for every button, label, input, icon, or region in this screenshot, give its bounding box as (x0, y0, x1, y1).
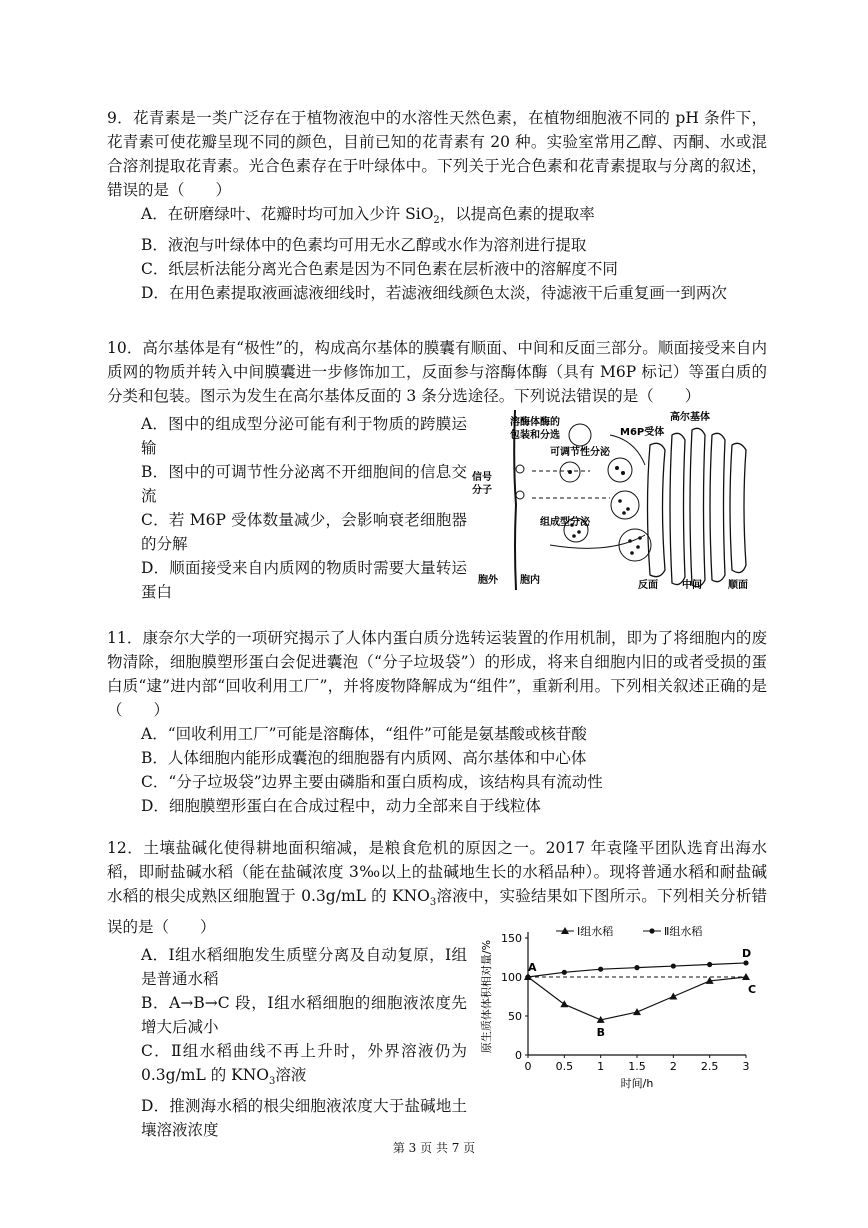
question-12-option-d: D．推测海水稻的根尖细胞液浓度大于盐碱地土壤溶液浓度 (141, 1097, 467, 1140)
legend-label-2: Ⅱ组水稻 (664, 925, 703, 938)
label-trans-face: 反面 (638, 580, 658, 591)
y-tick-label: 0 (515, 1049, 522, 1062)
label-m6p-receptor: M6P受体 (620, 427, 665, 438)
series-2-point (562, 970, 567, 975)
x-tick-label: 0 (524, 1060, 532, 1073)
golgi-cisterna-cis (730, 443, 746, 572)
question-11 (107, 626, 767, 818)
golgi-cisterna-medial (690, 428, 705, 586)
question-9-option-c: C．纸层析法能分离光合色素是因为不同色素在层析液中的溶解度不同 (141, 260, 618, 279)
legend-label-1: Ⅰ组水稻 (577, 925, 614, 938)
series-1-point (742, 973, 750, 980)
page-footer: 第 3 页 共 7 页 (392, 1141, 476, 1155)
question-11-stem: 11．康奈尔大学的一项研究揭示了人体内蛋白质分选转运装置的作用机制，即为了将细胞内的废物清除，细胞膜塑形蛋白会促进囊泡（“分子垃圾袋”）的形成，将来自细胞内旧的或者受损的蛋白质“逮”进内部“回收利用工厂”，并将废物降解成为“组件”，重新利用。下列相关叙述正确的是（ ） (107, 629, 767, 719)
point-label-d: D (742, 946, 752, 960)
series-1-point (633, 1008, 641, 1015)
question-12-option-c: C．Ⅱ组水稻曲线不再上升时，外界溶液仍为 0.3g/mL 的 $KNO_3$溶液 (141, 1042, 467, 1088)
x-tick-label: 0.5 (555, 1060, 574, 1073)
question-12-option-a: A．Ⅰ组水稻细胞发生质壁分离及自动复原，Ⅰ组是普通水稻 (141, 946, 467, 989)
question-11-option-a: A．“回收利用工厂”可能是溶酶体，“组件”可能是氨基酸或核苷酸 (141, 725, 587, 743)
point-label-b: B (596, 1025, 606, 1039)
signal-receptor (516, 465, 524, 473)
question-10-stem: 10．高尔基体是有“极性”的，构成高尔基体的膜囊有顺面、中间和反面三部分。顺面接受来自内质网的物质并转入中间膜囊进一步修饰加工，反面参与溶酶体酶（具有 M6P 标记）等蛋白质的分类和包装。图示为发生在高尔基体反面的 3 条分选途径。下列说法错误的是（ ） (107, 339, 767, 405)
vesicle (569, 424, 591, 446)
series-2-point (598, 967, 603, 972)
question-12-option-b: B．A→B→C 段，Ⅰ组水稻细胞的细胞液浓度先增大后减小 (141, 994, 467, 1037)
golgi-cisterna (670, 433, 685, 584)
series-2-point (525, 974, 530, 979)
label-molecule: 分子 (472, 485, 492, 496)
label-intracellular: 胞内 (520, 575, 540, 586)
vesicle (619, 529, 651, 561)
y-tick-label: 50 (508, 1010, 522, 1023)
question-10-option-d: D．顺面接受来自内质网的物质时需要大量转运蛋白 (141, 559, 467, 601)
x-tick-label: 2.5 (700, 1060, 719, 1073)
golgi-cisterna-trans (648, 443, 666, 576)
question-10-option-a: A．图中的组成型分泌可能有利于物质的跨膜运输 (141, 415, 467, 457)
series-1-point (669, 993, 677, 1000)
y-tick-label: 150 (501, 932, 522, 945)
x-tick-label: 2 (669, 1060, 677, 1073)
y-axis-label: 原生质体体积相对量/% (480, 939, 493, 1054)
question-11-option-c: C．“分子垃圾袋”边界主要由磷脂和蛋白质构成，该结构具有流动性 (141, 773, 603, 791)
question-10-option-c: C．若 M6P 受体数量减少，会影响衰老细胞器的分解 (141, 511, 467, 553)
label-medial: 中间 (682, 580, 702, 591)
question-9-option-b: B．液泡与叶绿体中的色素均可用无水乙醇或水作为溶剂进行提取 (141, 236, 587, 255)
question-9-stem: 9．花青素是一类广泛存在于植物液泡中的水溶性天然色素，在植物细胞液不同的 pH 条件下，花青素可使花瓣呈现不同的颜色，目前已知的花青素有 20 种。实验室常用乙醇、丙酮、水或混合溶剂提取花青素。光合色素存在于叶绿体中。下列关于光合色素和花青素提取与分离的叙述，错误的是（ ） (107, 109, 767, 199)
label-lysosome-enzyme: 溶酶体酶的 (510, 417, 560, 428)
signal-receptor (516, 491, 524, 499)
question-11-option-d: D．细胞膜塑形蛋白在合成过程中，动力全部来自于线粒体 (141, 797, 541, 815)
series-2-point (743, 960, 748, 965)
question-12-stem: 12．土壤盐碱化使得耕地面积缩减，是粮食危机的原因之一。2017 年袁隆平团队选育出海水稻，即耐盐碱水稻（能在盐碱浓度 3‰以上的盐碱地生长的水稻品种）。现将普通水稻和耐盐碱水稻的根尖成熟区细胞置于 0.3g/mL 的 $KNO_3$溶液中，实验结果如下图所示。下列相关分析错误的是（ ） (107, 839, 767, 937)
legend-marker-2 (649, 928, 654, 933)
label-extracellular: 胞外 (478, 575, 498, 586)
x-tick-label: 1 (597, 1060, 605, 1073)
x-tick-label: 3 (742, 1060, 750, 1073)
series-1-point (560, 1000, 568, 1007)
series-2-point (671, 963, 676, 968)
golgi-diagram (470, 405, 770, 595)
x-tick-label: 1.5 (628, 1060, 646, 1073)
question-9-option-d: D．在用色素提取液画滤液细线时，若滤液细线颜色太淡，待滤液干后重复画一到两次 (141, 284, 727, 303)
label-packaging-sorting: 包装和分选 (510, 430, 560, 441)
y-tick-label: 100 (501, 971, 522, 984)
label-signal: 信号 (472, 472, 492, 483)
protoplast-volume-chart (478, 920, 768, 1095)
x-axis-label: 时间/h (620, 1077, 654, 1090)
label-regulated-secretion: 可调节性分泌 (550, 447, 610, 458)
question-9 (107, 106, 767, 305)
series-2-point (707, 962, 712, 967)
vesicle (608, 458, 632, 482)
point-label-c: C (748, 983, 757, 996)
series-2-point (634, 965, 639, 970)
question-10-option-b: B．图中的可调节性分泌离不开细胞间的信息交流 (141, 463, 467, 505)
arrow (550, 535, 645, 548)
point-label-a: A (528, 961, 537, 974)
question-11-option-b: B．人体细胞内能形成囊泡的细胞器有内质网、高尔基体和中心体 (141, 749, 587, 767)
label-golgi: 高尔基体 (670, 412, 710, 423)
question-9-option-a: A．在研磨绿叶、花瓣时均可加入少许 SiO$_2$，以提高色素的提取率 (141, 205, 595, 227)
vesicle (611, 491, 639, 519)
label-cis-face: 顺面 (728, 580, 748, 591)
golgi-cisterna (710, 433, 725, 581)
label-constitutive-secretion: 组成型分泌 (540, 517, 590, 528)
